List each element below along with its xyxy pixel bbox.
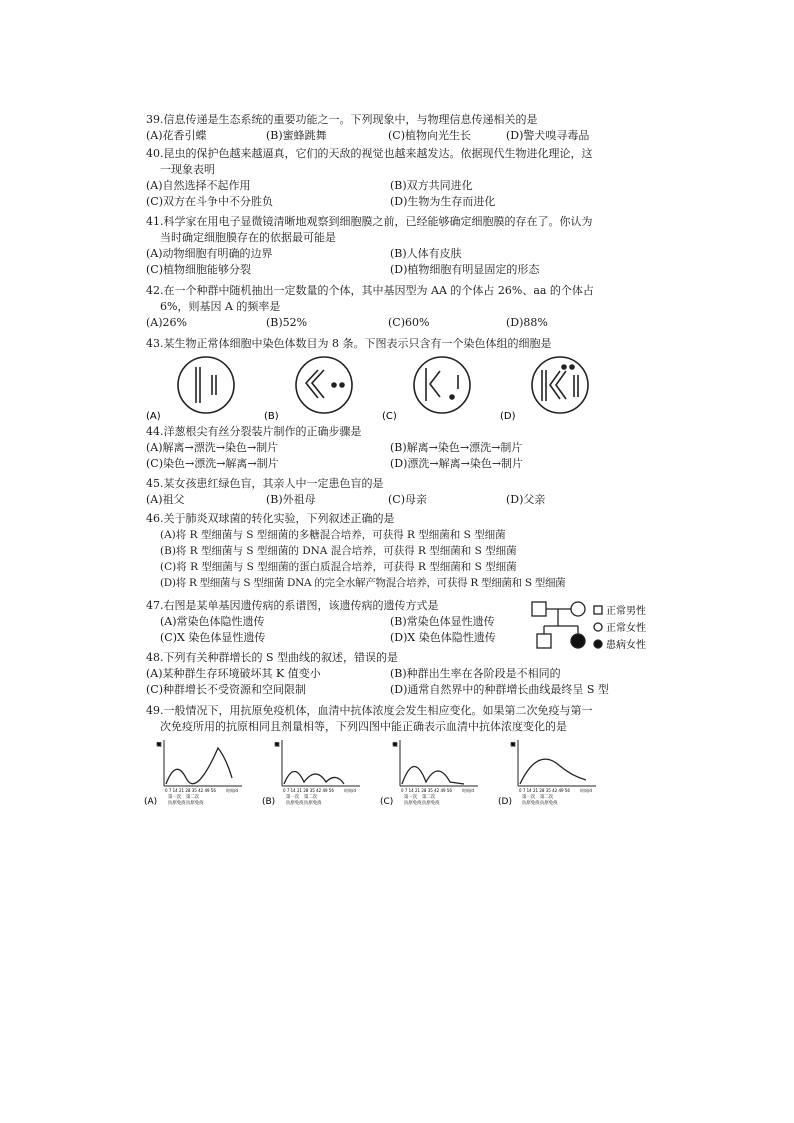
question-number: 47. <box>146 599 164 612</box>
question-stem: 洋葱根尖有丝分裂装片制作的正确步骤是 <box>163 425 362 438</box>
second-injection-label: 第二次 <box>422 795 436 800</box>
second-antigen-label: 抗原免疫 <box>540 801 558 806</box>
option-a: (A)花香引蝶 <box>146 129 207 142</box>
question-39 <box>146 112 666 144</box>
question-stem: 下列有关种群增长的 S 型曲线的叙述，错误的是 <box>163 651 399 664</box>
graph-c <box>380 740 478 807</box>
son-square <box>537 634 551 648</box>
option-b: (B)人体有皮肤 <box>390 247 462 260</box>
question-number: 48. <box>146 651 164 664</box>
option-c: (C)将 R 型细菌与 S 型细菌的蛋白质混合培养，可获得 R 型细菌和 S 型细菌 <box>160 561 517 573</box>
x-unit: 时间/d <box>462 788 474 793</box>
cell-a-figure <box>178 357 234 413</box>
option-c: (C)植物向光生长 <box>388 129 471 142</box>
second-injection-label: 第二次 <box>304 795 318 800</box>
chromosome-figures <box>146 353 606 423</box>
option-b: (B)将 R 型细菌与 S 型细菌的 DNA 混合培养，可获得 R 型细菌和 S 型细菌 <box>160 545 517 557</box>
x-ticks: 0 7 14 21 28 35 42 49 56 <box>283 788 334 793</box>
first-injection-label: 第一次 <box>522 795 536 800</box>
graph-b <box>262 740 360 807</box>
option-d: (D)将 R 型细菌与 S 型细菌 DNA 的完全水解产物混合培养，可获得 R 型细菌和 S 型细菌 <box>160 577 566 589</box>
graph-d <box>498 740 596 807</box>
question-48 <box>146 650 666 698</box>
question-number: 49. <box>146 704 164 717</box>
antibody-curve <box>166 748 232 784</box>
x-ticks: 0 7 14 21 28 35 42 49 56 <box>401 788 452 793</box>
label-a: (A) <box>146 411 161 422</box>
graph-option-label: (A) <box>144 797 158 807</box>
question-44 <box>146 424 666 472</box>
option-a: (A)自然选择不起作用 <box>146 179 251 192</box>
option-d: (D)警犬嗅寻毒品 <box>506 129 590 142</box>
x-unit: 时间/d <box>226 788 238 793</box>
question-43 <box>146 336 666 352</box>
option-a: (A)解离→漂洗→染色→制片 <box>146 441 279 454</box>
first-injection-label: 第一次 <box>168 795 182 800</box>
question-47 <box>146 598 526 646</box>
graph-option-label: (C) <box>380 797 394 807</box>
option-d: (D)生物为生存而进化 <box>390 195 496 208</box>
option-a: (A)常染色体隐性遗传 <box>160 615 265 628</box>
option-d: (D)父亲 <box>506 493 546 506</box>
option-c: (C)植物细胞能够分裂 <box>146 263 251 276</box>
mother-circle <box>571 602 585 616</box>
question-stem: 某女孩患红绿色盲，其亲人中一定患色盲的是 <box>163 477 384 490</box>
option-a: (A)26% <box>146 316 187 329</box>
option-b: (B)双方共同进化 <box>390 179 473 192</box>
question-stem: 某生物正常体细胞中染色体数目为 8 条。下图表示只含有一个染色体组的细胞是 <box>163 337 552 350</box>
question-45 <box>146 476 666 508</box>
graph-option-label: (D) <box>498 797 512 807</box>
option-c: (C)双方在斗争中不分胜负 <box>146 195 273 208</box>
x-unit: 时间/d <box>580 788 592 793</box>
question-number: 41. <box>146 215 164 228</box>
question-stem-cont: 次免疫所用的抗原相同且剂量相等，下列四图中能正确表示血清中抗体浓度变化的是 <box>160 720 567 733</box>
question-46 <box>146 511 686 591</box>
x-unit: 时间/d <box>344 788 356 793</box>
antibody-graphs <box>144 738 636 807</box>
option-b: (B)常染色体显性遗传 <box>390 615 495 628</box>
question-stem: 关于肺炎双球菌的转化实验，下列叙述正确的是 <box>163 512 395 525</box>
label-d: (D) <box>500 411 516 422</box>
option-a: (A)将 R 型细菌与 S 型细菌的多糖混合培养，可获得 R 型细菌和 S 型细菌 <box>160 529 506 541</box>
first-antigen-label: 抗原免疫 <box>404 801 422 806</box>
x-ticks: 0 7 14 21 28 35 42 49 56 <box>165 788 216 793</box>
option-c: (C)母亲 <box>388 493 427 506</box>
second-antigen-label: 抗原免疫 <box>186 801 204 806</box>
option-c: (C)染色→漂洗→解离→制片 <box>146 457 279 470</box>
legend-female-icon <box>594 623 602 631</box>
cell-d-figure <box>532 357 588 413</box>
option-a: (A)某种群生存环境破坏其 K 值变小 <box>146 667 321 680</box>
option-c: (C)种群增长不受资源和空间限制 <box>146 683 306 696</box>
first-injection-label: 第一次 <box>286 795 300 800</box>
second-antigen-label: 抗原免疫 <box>422 801 440 806</box>
label-b: (B) <box>264 411 279 422</box>
y-axis-label: 抗体浓度对数值 <box>274 743 280 748</box>
question-41 <box>146 214 666 278</box>
y-axis-label: 抗体浓度对数值 <box>510 743 516 748</box>
option-c: (C)X 染色体显性遗传 <box>160 631 266 644</box>
option-d: (D)X 染色体隐性遗传 <box>390 631 496 644</box>
x-ticks: 0 7 14 21 28 35 42 49 56 <box>519 788 570 793</box>
question-number: 44. <box>146 425 164 438</box>
cell-b-figure <box>296 357 352 413</box>
question-number: 43. <box>146 337 164 350</box>
option-a: (A)祖父 <box>146 493 185 506</box>
father-square <box>532 602 546 616</box>
affected-daughter-circle <box>571 634 585 648</box>
antibody-curve <box>402 766 464 784</box>
first-injection-label: 第一次 <box>404 795 418 800</box>
question-stem: 一般情况下，用抗原免疫机体，血清中抗体浓度会发生相应变化。如果第二次免疫与第一 <box>163 704 593 717</box>
option-d: (D)植物细胞有明显固定的形态 <box>390 263 540 276</box>
question-number: 46. <box>146 512 164 525</box>
legend-normal-female: 正常女性 <box>606 623 646 634</box>
question-stem-cont: 6%，则基因 A 的频率是 <box>160 300 281 313</box>
antibody-curve <box>284 771 344 784</box>
label-c: (C) <box>382 411 397 422</box>
question-stem: 昆虫的保护色越来越逼真，它们的天敌的视觉也越来越发达。依据现代生物进化理论，这 <box>163 147 593 160</box>
pedigree-chart <box>530 598 670 656</box>
option-b: (B)解离→染色→漂洗→制片 <box>390 441 523 454</box>
option-c: (C)60% <box>388 316 430 329</box>
question-stem: 信息传递是生态系统的重要功能之一。下列现象中，与物理信息传递相关的是 <box>163 113 538 126</box>
question-49 <box>146 703 666 735</box>
graph-option-label: (B) <box>262 797 276 807</box>
question-stem: 在一个种群中随机抽出一定数量的个体，其中基因型为 AA 的个体占 26%、aa 的个体占 <box>163 284 594 297</box>
question-number: 42. <box>146 284 164 297</box>
option-d: (D)漂洗→解离→染色→制片 <box>390 457 524 470</box>
first-antigen-label: 抗原免疫 <box>168 801 186 806</box>
option-b: (B)52% <box>266 316 308 329</box>
option-b: (B)种群出生率在各阶段是不相同的 <box>390 667 561 680</box>
option-a: (A)动物细胞有明确的边界 <box>146 247 273 260</box>
cell-c-figure <box>414 357 470 413</box>
question-number: 39. <box>146 113 164 126</box>
option-b: (B)外祖母 <box>266 493 316 506</box>
question-42 <box>146 283 666 331</box>
second-antigen-label: 抗原免疫 <box>304 801 322 806</box>
option-d: (D)通常自然界中的种群增长曲线最终呈 S 型 <box>390 683 609 696</box>
option-b: (B)蜜蜂跳舞 <box>266 129 327 142</box>
second-injection-label: 第二次 <box>186 795 200 800</box>
question-stem: 科学家在用电子显微镜清晰地观察到细胞膜之前，已经能够确定细胞膜的存在了。你认为 <box>163 215 593 228</box>
legend-affected-icon <box>594 640 602 648</box>
question-stem-cont: 当时确定细胞膜存在的依据最可能是 <box>160 231 336 244</box>
graph-a <box>144 740 242 807</box>
question-number: 40. <box>146 147 164 160</box>
legend-male-icon <box>594 606 602 614</box>
legend-affected-female: 患病女性 <box>606 640 646 651</box>
y-axis-label: 抗体浓度对数值 <box>392 743 398 748</box>
antibody-curve <box>520 759 586 784</box>
first-antigen-label: 抗原免疫 <box>286 801 304 806</box>
second-injection-label: 第二次 <box>540 795 554 800</box>
question-40 <box>146 146 666 210</box>
first-antigen-label: 抗原免疫 <box>522 801 540 806</box>
question-stem: 右图是某单基因遗传病的系谱图，该遗传病的遗传方式是 <box>163 599 439 612</box>
question-stem-cont: 一现象表明 <box>160 163 215 176</box>
option-d: (D)88% <box>506 316 548 329</box>
y-axis-label: 抗体浓度对数值 <box>156 743 162 748</box>
legend-normal-male: 正常男性 <box>606 606 646 617</box>
question-number: 45. <box>146 477 164 490</box>
